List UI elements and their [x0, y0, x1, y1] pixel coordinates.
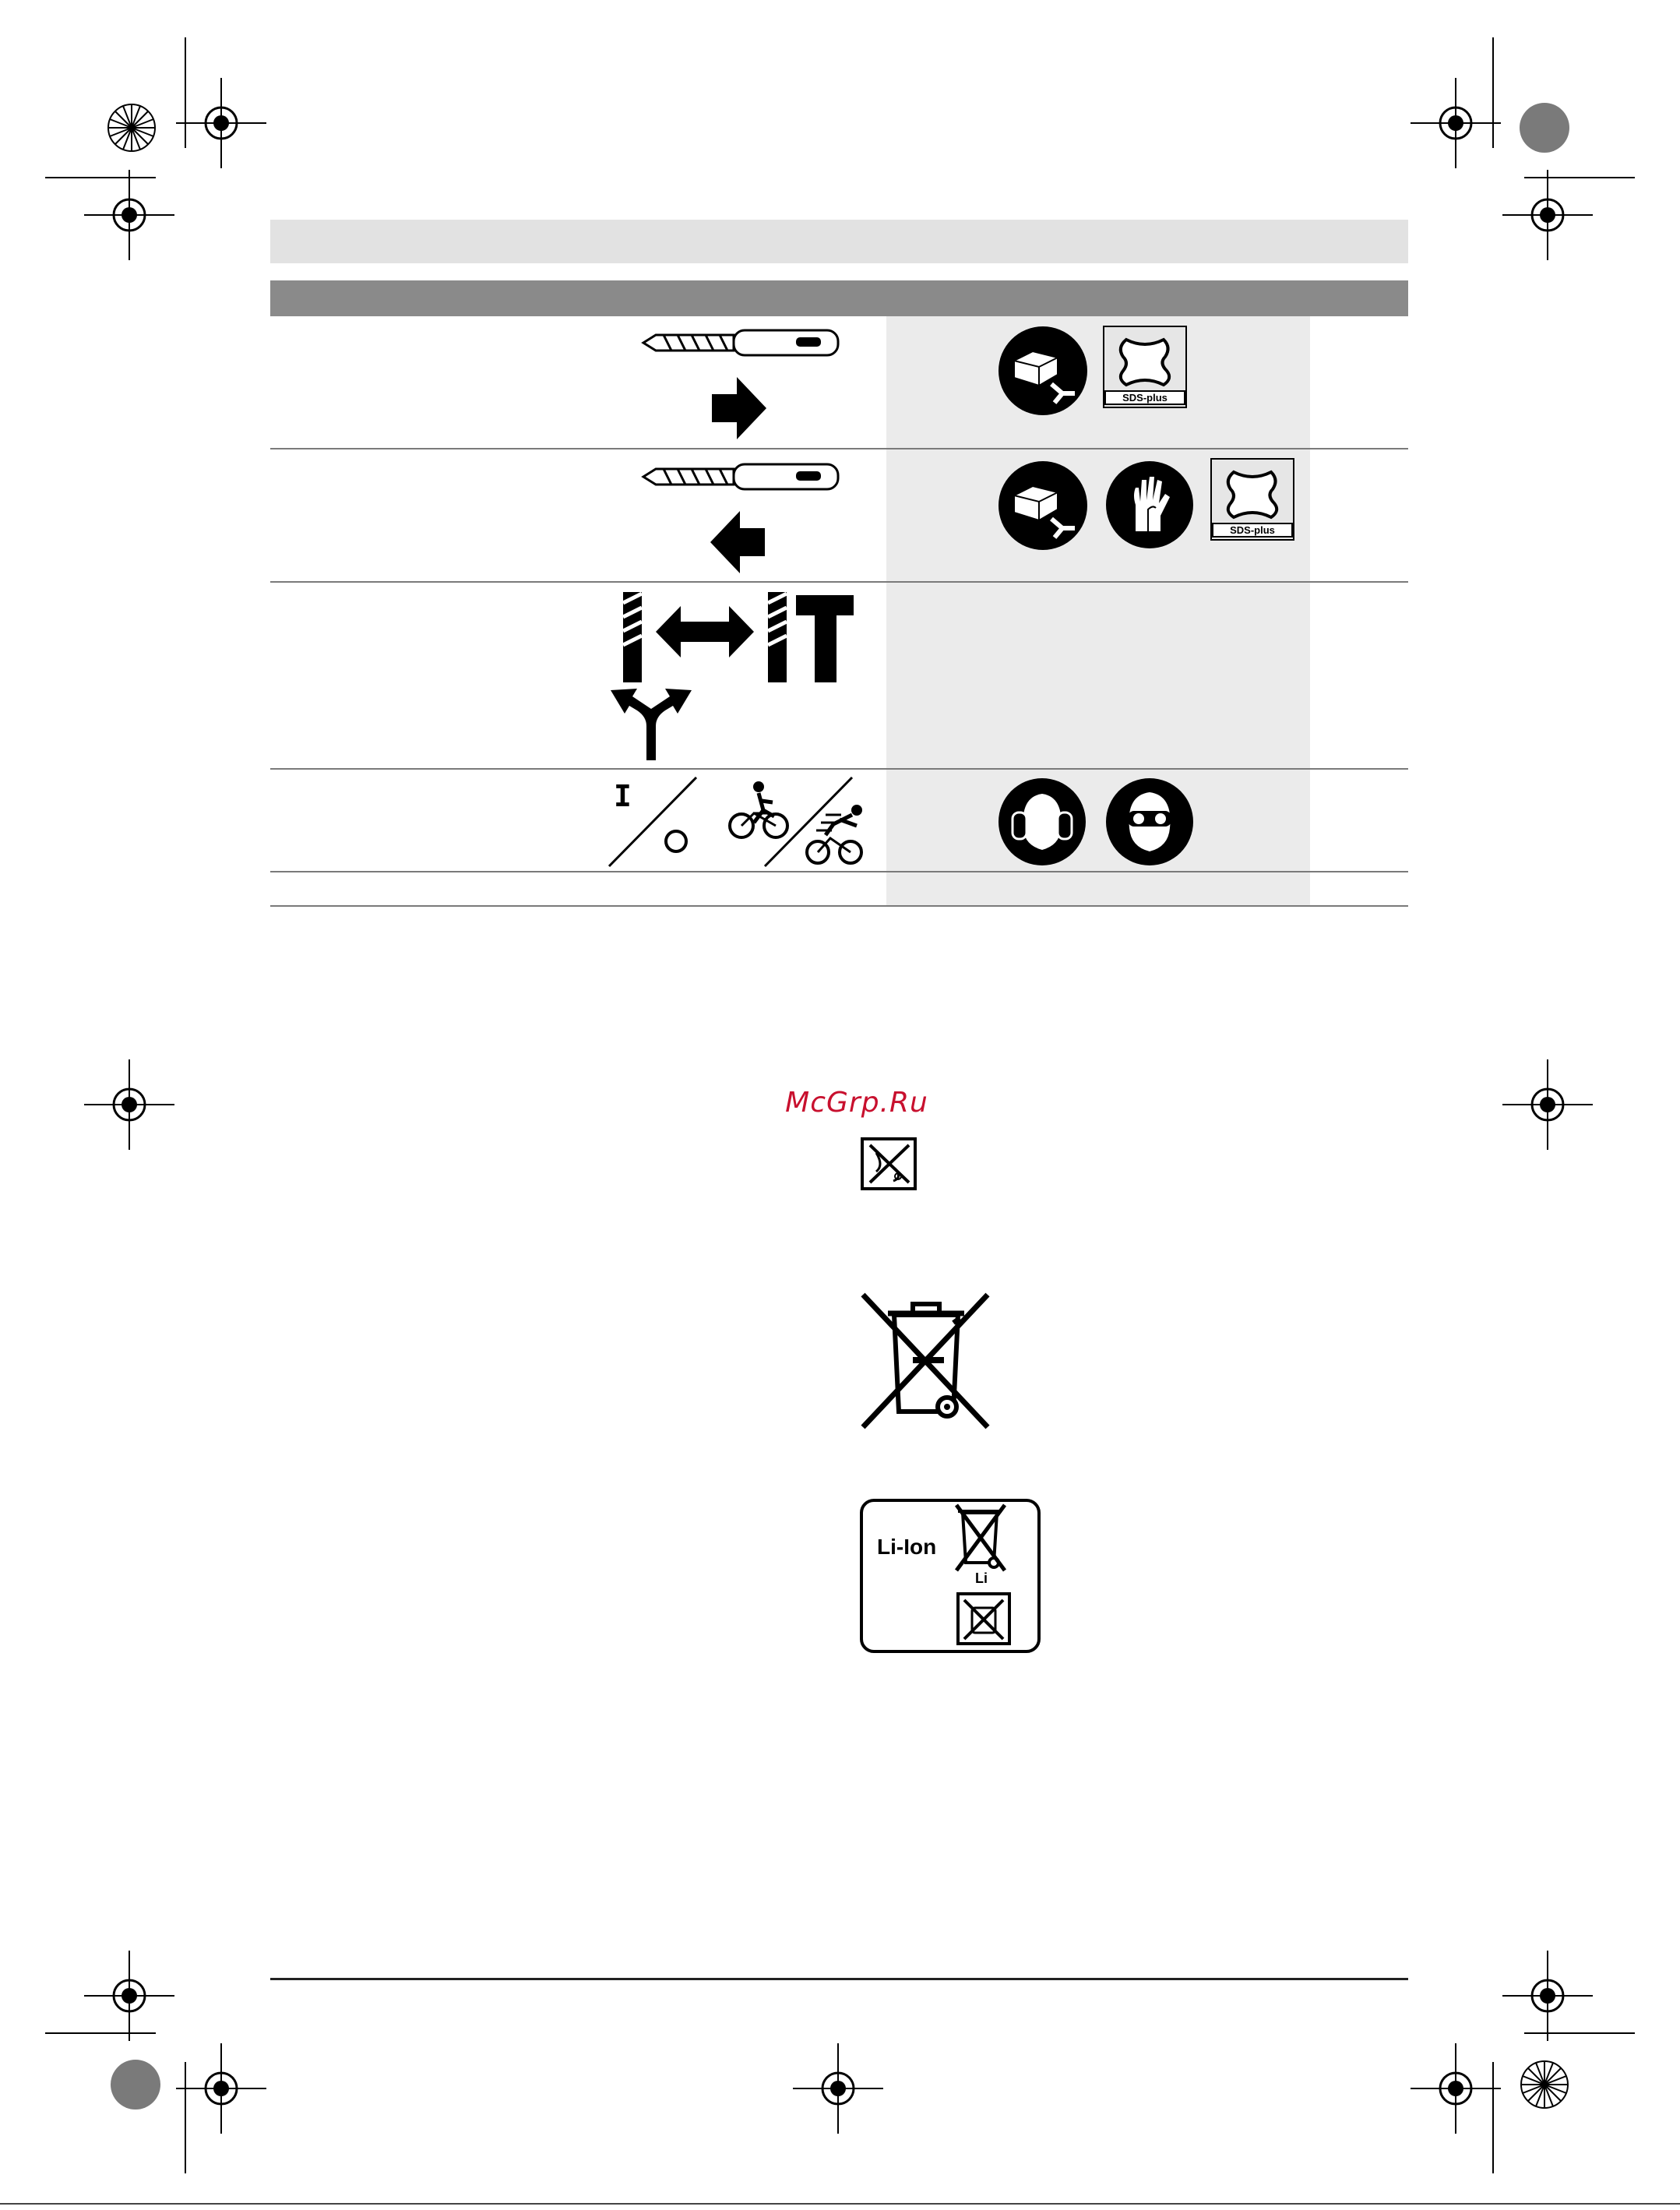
header-band-dark — [270, 280, 1408, 316]
remove-battery-icon — [997, 325, 1089, 417]
double-arrow-icon — [656, 606, 754, 657]
footer-rule — [270, 1978, 1408, 1980]
table-row-divider — [270, 448, 1408, 449]
arrow-right-icon — [710, 377, 766, 439]
table-shaded-column — [886, 316, 1310, 906]
drill-mode-icon — [622, 592, 643, 682]
table-bottom-rule — [270, 905, 1408, 907]
fast-speed-icon — [763, 776, 869, 868]
bottom-edge-line — [0, 2203, 1680, 2205]
branch-arrow-icon — [609, 686, 693, 760]
sds-plus-label: SDS-plus — [1104, 390, 1185, 405]
drill-bit-icon — [640, 460, 841, 494]
crossed-out-bin-icon — [858, 1290, 992, 1432]
switch-on-glyph: I — [614, 779, 632, 813]
eye-protection-icon — [1104, 777, 1195, 867]
drill-bit-icon — [640, 326, 841, 360]
no-water-recycle-icon — [861, 1137, 917, 1190]
header-band-light — [270, 220, 1408, 263]
watermark-text: McGrp.Ru — [785, 1087, 928, 1119]
table-row-divider — [270, 768, 1408, 770]
table-row-divider — [270, 871, 1408, 872]
li-ion-label: Li-Ion — [877, 1535, 937, 1559]
wear-gloves-icon — [1104, 460, 1195, 550]
li-label: Li — [975, 1570, 988, 1586]
table-row-divider — [270, 581, 1408, 583]
ear-protection-icon — [997, 777, 1087, 867]
li-ion-disposal-icon — [860, 1499, 1041, 1653]
arrow-left-icon — [710, 511, 766, 573]
remove-battery-icon — [997, 460, 1089, 552]
hammer-drill-mode-icon — [766, 592, 855, 682]
sds-plus-label: SDS-plus — [1212, 523, 1293, 538]
